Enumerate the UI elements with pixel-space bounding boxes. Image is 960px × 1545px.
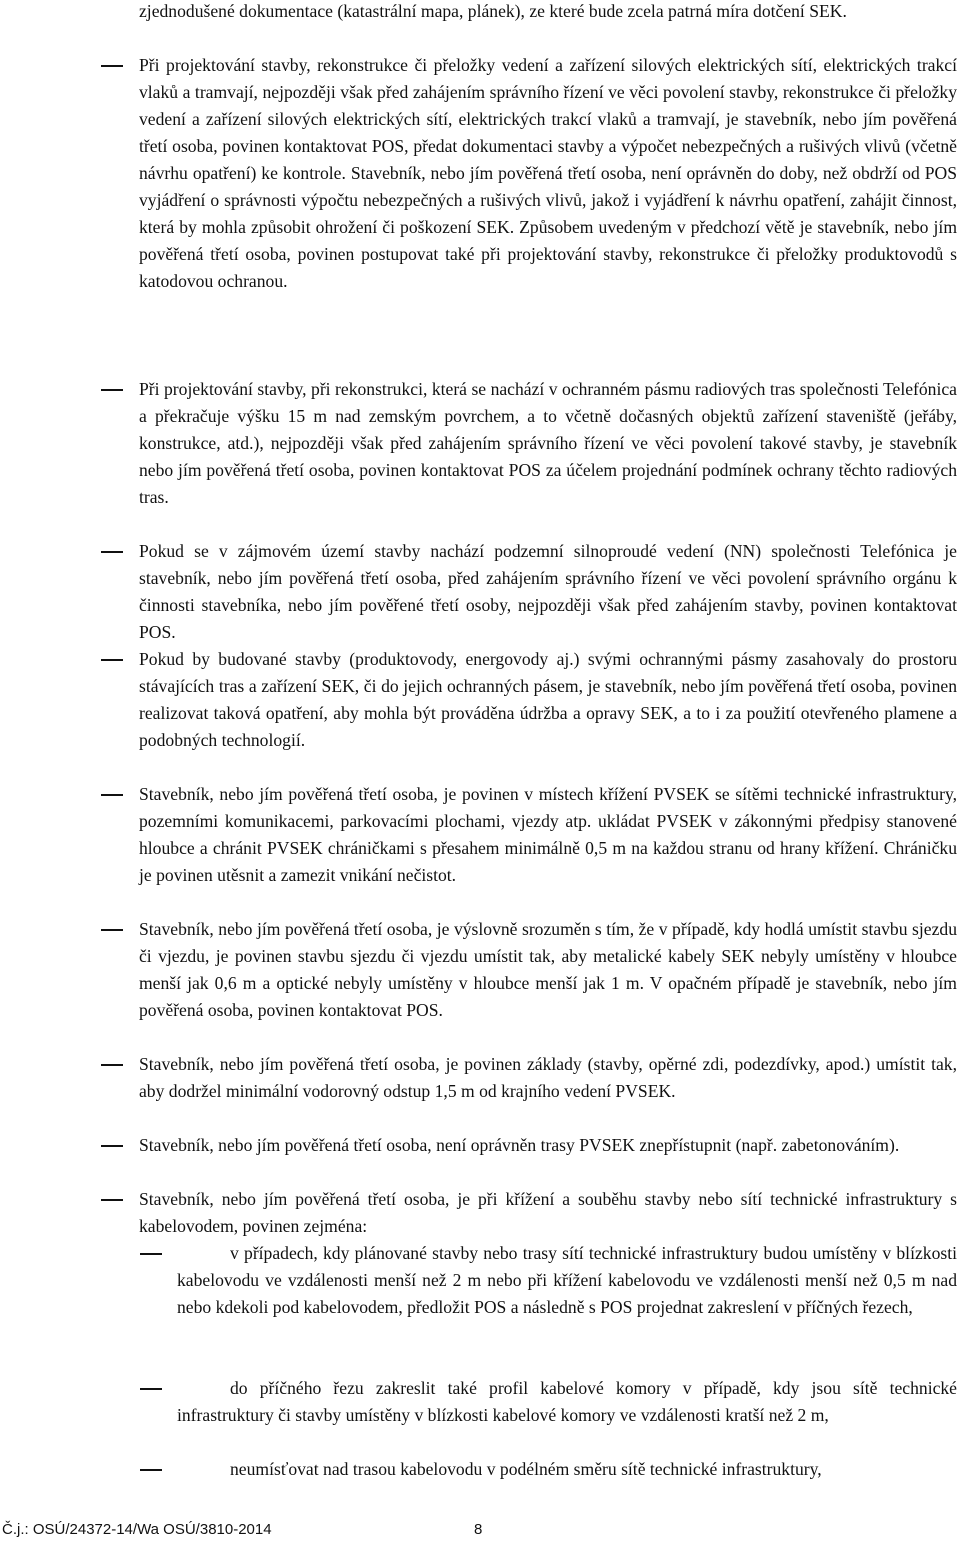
- sub-bullet-dash: [140, 1469, 162, 1471]
- bullet-dash: [101, 1064, 123, 1066]
- bullet-paragraph: Pokud by budované stavby (produktovody, energovody aj.) svými ochrannými pásmy zasahovaly do prostoru stávajících tras a zařízení SEK, či do jejich ochranných pásem, je stavebník, nebo jím pověřená třetí osoba, povinen realizovat taková opatření, aby mohla být prováděna údržba a opravy SEK, a to i za použití otevřeného plamene a podobných technologií.: [139, 649, 957, 750]
- document-reference: Č.j.: OSÚ/24372-14/Wa OSÚ/3810-2014: [2, 1521, 272, 1538]
- sub-bullet-paragraph: neumísťovat nad trasou kabelovodu v podélném směru sítě technické infrastruktury,: [230, 1459, 822, 1479]
- sub-bullet-paragraph: do příčného řezu zakreslit také profil kabelové komory v případě, kdy jsou sítě technické infrastruktury či stavby umístěny v blízkosti kabelové komory ve vzdálenosti kratší než 2 m,: [177, 1378, 957, 1425]
- bullet-paragraph: Stavebník, nebo jím pověřená třetí osoba, je výslovně srozuměn s tím, že v případě, kdy hodlá umístit stavbu sjezdu či vjezdu, je povinen stavbu sjezdu či vjezdu umístit tak, aby metalické kabely SEK nebyly umístěny v hloubce menší jak 0,6 m a optické nebyly umístěny v hloubce menší jak 1 m. V opačném případě je stavebník, nebo jím pověřená osoba, povinen kontaktovat POS.: [139, 919, 957, 1020]
- bullet-dash: [101, 1145, 123, 1147]
- sub-bullet-paragraph: v případech, kdy plánované stavby nebo trasy sítí technické infrastruktury budou umístěny v blízkosti kabelovodu ve vzdálenosti menší než 2 m nebo při křížení kabelovodu ve vzdálenosti menší než 0,5 m nad nebo kdekoli pod kabelovodem, předložit POS a následně s POS projednat zakreslení v příčných řezech,: [177, 1243, 957, 1317]
- bullet-paragraph: Stavebník, nebo jím pověřená třetí osoba, je povinen v místech křížení PVSEK se sítěmi technické infrastruktury, pozemními komunikacemi, parkovacími plochami, vjezdy atp. ukládat PVSEK v zákonnými předpisy stanovené hloubce a chránit PVSEK chráničkami s přesahem minimálně 0,5 m na každou stranu od hrany křížení. Chráničku je povinen utěsnit a zamezit vnikání nečistot.: [139, 784, 957, 885]
- sub-bullet-dash: [140, 1388, 162, 1390]
- bullet-dash: [101, 794, 123, 796]
- paragraph-continuation: zjednodušené dokumentace (katastrální mapa, plánek), ze které bude zcela patrná míra dotčení SEK.: [139, 1, 847, 21]
- sub-bullet-dash: [140, 1253, 162, 1255]
- bullet-dash: [101, 389, 123, 391]
- bullet-paragraph: Stavebník, nebo jím pověřená třetí osoba, je při křížení a souběhu stavby nebo sítí technické infrastruktury s kabelovodem, povinen zejména:: [139, 1189, 957, 1236]
- bullet-dash: [101, 659, 123, 661]
- bullet-paragraph: Při projektování stavby, rekonstrukce či přeložky vedení a zařízení silových elektrických sítí, elektrických trakcí vlaků a tramvají, nejpozději však před zahájením správního řízení ve věci povolení stavby, rekonstrukce či přeložky vedení a zařízení silových elektrických sítí, elektrických trakcí vlaků a tramvají, je stavebník, nebo jím pověřená třetí osoba, povinen kontaktovat POS, předat dokumentaci stavby a výpočet nebezpečných a rušivých vlivů (včetně návrhu opatření) ke kontrole. Stavebník, nebo jím pověřená třetí osoba, není oprávněn do doby, než obdrží od POS vyjádření o správnosti výpočtu nebezpečných a rušivých vlivů, jakož i vyjádření k návrhu opatření, zahájit činnost, která by mohla způsobit ohrožení či poškození SEK. Způsobem uvedeným v předchozí větě je stavebník, nebo jím pověřená třetí osoba, povinen postupovat také při projektování stavby, rekonstrukce či přeložky produktovodů s katodovou ochranou.: [139, 55, 957, 291]
- bullet-paragraph: Při projektování stavby, při rekonstrukci, která se nachází v ochranném pásmu radiových tras společnosti Telefónica a překračuje výšku 15 m nad zemským povrchem, a to včetně dočasných objektů zařízení staveniště (jeřáby, konstrukce, atd.), nejpozději však před zahájením správního řízení ve věci povolení takové stavby, je stavebník nebo jím pověřená třetí osoba, povinen kontaktovat POS za účelem projednání podmínek ochrany těchto radiových tras.: [139, 379, 957, 507]
- bullet-dash: [101, 65, 123, 67]
- bullet-dash: [101, 929, 123, 931]
- bullet-paragraph: Pokud se v zájmovém území stavby nachází podzemní silnoproudé vedení (NN) společnosti Telefónica je stavebník, nebo jím pověřená třetí osoba, před zahájením správního řízení ve věci povolení správního orgánu k činnosti stavebníka, nebo jím pověřené třetí osoby, nejpozději však před zahájením stavby, povinen kontaktovat POS.: [139, 541, 957, 642]
- bullet-dash: [101, 1199, 123, 1201]
- bullet-paragraph: Stavebník, nebo jím pověřená třetí osoba, není oprávněn trasy PVSEK znepřístupnit (např. zabetonováním).: [139, 1135, 900, 1155]
- bullet-dash: [101, 551, 123, 553]
- page-number: 8: [474, 1521, 483, 1538]
- bullet-paragraph: Stavebník, nebo jím pověřená třetí osoba, je povinen základy (stavby, opěrné zdi, podezdívky, apod.) umístit tak, aby dodržel minimální vodorovný odstup 1,5 m od krajního vedení PVSEK.: [139, 1054, 957, 1101]
